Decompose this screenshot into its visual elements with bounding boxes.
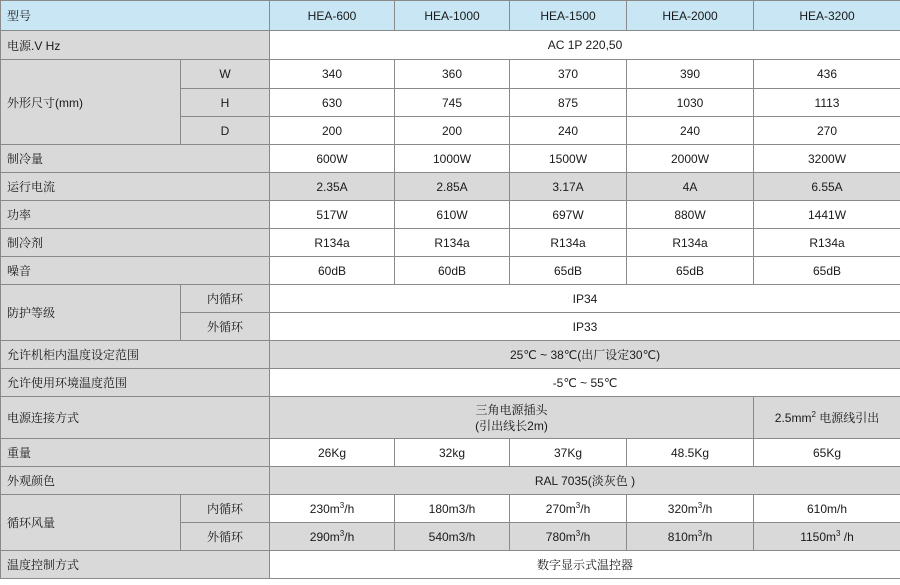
cooling-capacity-row <box>1 145 900 173</box>
row-label: 循环风量 <box>1 495 181 551</box>
row-label: 电源连接方式 <box>1 397 270 439</box>
sub-label: W <box>181 60 270 89</box>
sub-label: 外循环 <box>181 523 270 551</box>
cell: 875 <box>510 89 627 117</box>
cell: 3200W <box>754 145 900 173</box>
cell: $810m^3/h$ <box>627 523 754 551</box>
row-label: 外观颜色 <box>1 467 270 495</box>
sub-label: H <box>181 89 270 117</box>
cell: 745 <box>395 89 510 117</box>
cabinet-temp-value: 25℃ ~ 38℃(出厂设定30℃) <box>270 341 900 369</box>
power-connection-row <box>1 397 900 439</box>
cell: 37Kg <box>510 439 627 467</box>
cell: 517W <box>270 201 395 229</box>
cell: $230m^3/h$ <box>270 495 395 523</box>
protection-inner-row <box>1 285 900 313</box>
cell: 200 <box>395 117 510 145</box>
row-label: 运行电流 <box>1 173 270 201</box>
cell: 2000W <box>627 145 754 173</box>
row-label: 温度控制方式 <box>1 551 270 579</box>
cell: 1500W <box>510 145 627 173</box>
power-connection-last <box>754 397 900 439</box>
cell: 390 <box>627 60 754 89</box>
dimension-w-row <box>1 60 900 89</box>
cell: 26Kg <box>270 439 395 467</box>
cable-size: 2.5mm <box>774 411 812 425</box>
cell: 48.5Kg <box>627 439 754 467</box>
model-name: HEA-2000 <box>627 1 754 31</box>
power-connection-line2: (引出线长2m) <box>475 418 548 433</box>
cell: 610W <box>395 201 510 229</box>
row-label: 外形尺寸(mm) <box>1 60 181 145</box>
superscript: 2 <box>811 410 816 419</box>
cell: 1113 <box>754 89 900 117</box>
cell: $780m^3/h$ <box>510 523 627 551</box>
color-row <box>1 467 900 495</box>
cabinet-temp-row <box>1 341 900 369</box>
temp-control-value: 数字显示式温控器 <box>270 551 900 579</box>
cell: 65dB <box>754 257 900 285</box>
row-label: 功率 <box>1 201 270 229</box>
cable-text: 电源线引出 <box>815 411 880 425</box>
row-label: 噪音 <box>1 257 270 285</box>
sub-label: 内循环 <box>181 495 270 523</box>
running-current-row <box>1 173 900 201</box>
cell: 4A <box>627 173 754 201</box>
cell: 65dB <box>627 257 754 285</box>
cell: R134a <box>627 229 754 257</box>
power-connection-value <box>270 397 754 439</box>
sub-label: D <box>181 117 270 145</box>
cell: 630 <box>270 89 395 117</box>
cell: 610m/h <box>754 495 900 523</box>
airflow-inner-row <box>1 495 900 523</box>
sub-label: 外循环 <box>181 313 270 341</box>
cell: $270m^3/h$ <box>510 495 627 523</box>
protection-outer-value: IP33 <box>270 313 900 341</box>
cell: 32kg <box>395 439 510 467</box>
cell: 60dB <box>270 257 395 285</box>
power-supply-row <box>1 31 900 60</box>
cell: 65Kg <box>754 439 900 467</box>
power-connection-line1: 三角电源插头 <box>475 402 548 417</box>
header-row <box>1 1 900 31</box>
cell: 270 <box>754 117 900 145</box>
temp-control-row <box>1 551 900 579</box>
cell: 436 <box>754 60 900 89</box>
row-label: 允许使用环境温度范围 <box>1 369 270 397</box>
model-name: HEA-1500 <box>510 1 627 31</box>
cell: $290m^3/h$ <box>270 523 395 551</box>
cell: 2.85A <box>395 173 510 201</box>
cell: 1441W <box>754 201 900 229</box>
cell: 600W <box>270 145 395 173</box>
cell: $320m^3/h$ <box>627 495 754 523</box>
model-name: HEA-3200 <box>754 1 900 31</box>
cell: 540m3/h <box>395 523 510 551</box>
row-label: 制冷量 <box>1 145 270 173</box>
cell: R134a <box>270 229 395 257</box>
cell: R134a <box>754 229 900 257</box>
cell: 65dB <box>510 257 627 285</box>
cell: 200 <box>270 117 395 145</box>
ambient-temp-value: -5℃ ~ 55℃ <box>270 369 900 397</box>
cell: 3.17A <box>510 173 627 201</box>
sub-label: 内循环 <box>181 285 270 313</box>
cell: 180m3/h <box>395 495 510 523</box>
weight-row <box>1 439 900 467</box>
row-label: 防护等级 <box>1 285 181 341</box>
cell: 340 <box>270 60 395 89</box>
cell: 60dB <box>395 257 510 285</box>
model-name: HEA-1000 <box>395 1 510 31</box>
row-label: 电源.V Hz <box>1 31 270 60</box>
ambient-temp-row <box>1 369 900 397</box>
cell: 1030 <box>627 89 754 117</box>
row-label: 制冷剂 <box>1 229 270 257</box>
cell: 1000W <box>395 145 510 173</box>
cell: 240 <box>510 117 627 145</box>
protection-inner-value: IP34 <box>270 285 900 313</box>
model-name: HEA-600 <box>270 1 395 31</box>
cell: 697W <box>510 201 627 229</box>
header-label: 型号 <box>1 1 270 31</box>
power-supply-value: AC 1P 220,50 <box>270 31 900 60</box>
row-label: 重量 <box>1 439 270 467</box>
cell: 360 <box>395 60 510 89</box>
row-label: 允许机柜内温度设定范围 <box>1 341 270 369</box>
cell: 880W <box>627 201 754 229</box>
cell: R134a <box>510 229 627 257</box>
color-value: RAL 7035(淡灰色 ) <box>270 467 900 495</box>
cell: 6.55A <box>754 173 900 201</box>
cell: 2.35A <box>270 173 395 201</box>
power-row <box>1 201 900 229</box>
noise-row <box>1 257 900 285</box>
refrigerant-row <box>1 229 900 257</box>
cell: R134a <box>395 229 510 257</box>
cell: $1150m^3$ /h <box>754 523 900 551</box>
cell: 240 <box>627 117 754 145</box>
cell: 370 <box>510 60 627 89</box>
